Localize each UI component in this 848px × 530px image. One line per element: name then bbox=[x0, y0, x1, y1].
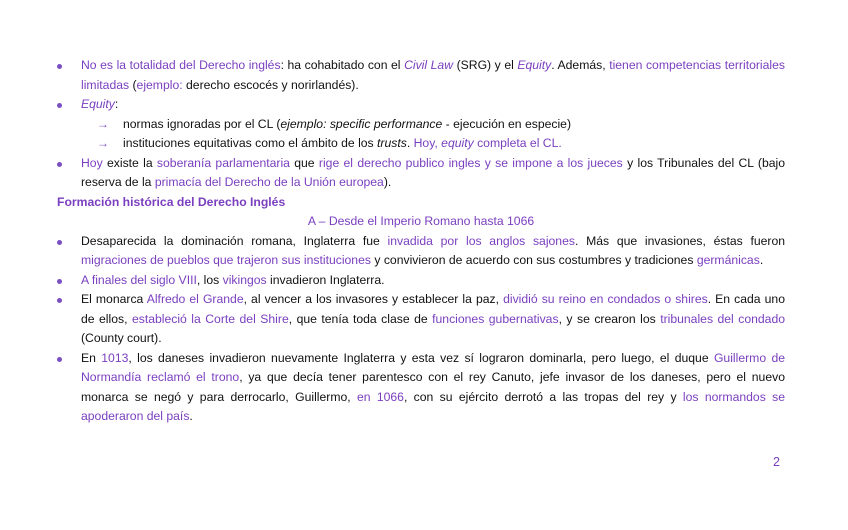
bullet-item bbox=[57, 232, 785, 271]
text-run: invadieron Inglaterra. bbox=[266, 272, 385, 287]
text-run: No es la totalidad del Derecho inglés bbox=[81, 58, 281, 72]
bullet-dot-icon bbox=[57, 357, 62, 362]
text-run: en 1066 bbox=[356, 389, 404, 404]
section-title: Formación histórica del Derecho Inglés bbox=[57, 194, 286, 209]
text-run: existe la bbox=[102, 155, 157, 170]
sub-item bbox=[57, 134, 785, 154]
text-run: derecho escocés y norirlandés). bbox=[182, 77, 359, 92]
bullet-text bbox=[81, 97, 118, 111]
text-run: completa el CL. bbox=[473, 136, 562, 150]
text-run: , con su ejército derrotó a las tropas del rey y bbox=[403, 389, 683, 404]
text-run: trusts bbox=[377, 136, 407, 150]
bullet-item bbox=[57, 290, 785, 349]
sub-item-text bbox=[123, 117, 571, 131]
text-run: . Más que invasiones, éstas fueron bbox=[574, 233, 786, 248]
text-run: migraciones de pueblos que trajeron sus instituciones bbox=[81, 253, 371, 267]
bullet-text bbox=[81, 58, 785, 92]
text-run: dividió su reino en condados o shires bbox=[503, 292, 708, 306]
text-run: que bbox=[289, 155, 319, 170]
arrow-right-icon: → bbox=[97, 136, 109, 150]
bullet-dot-icon bbox=[57, 64, 62, 69]
arrow-right-icon: → bbox=[97, 116, 109, 131]
text-run: Alfredo el Grande bbox=[146, 292, 244, 306]
text-run: ejemplo: bbox=[136, 77, 183, 92]
text-run: Guillermo de Normandía reclamó el trono bbox=[81, 350, 786, 384]
text-run: , al vencer a los invasores y establecer la paz, bbox=[243, 292, 504, 306]
text-run: - ejecución en especie) bbox=[442, 116, 572, 131]
text-run: equity bbox=[441, 136, 474, 150]
text-run: rige el derecho publico ingles y se impone a los jueces bbox=[318, 155, 623, 170]
text-run: ( bbox=[129, 77, 137, 92]
bullet-item bbox=[57, 271, 785, 291]
section-subtitle: A – Desde el Imperio Romano hasta 1066 bbox=[307, 214, 535, 228]
text-run: (County court). bbox=[81, 331, 162, 345]
text-run: , y se crearon los bbox=[558, 311, 661, 326]
text-run: tribunales del condado bbox=[660, 311, 786, 326]
text-run: ). bbox=[383, 175, 392, 189]
bullet-dot-icon bbox=[57, 103, 62, 108]
text-run: invadida por los anglos sajones bbox=[387, 233, 575, 248]
text-run: . En cada uno de ellos, bbox=[81, 292, 785, 326]
bullet-item bbox=[57, 349, 785, 427]
sub-item bbox=[57, 115, 785, 135]
text-run: soberanía parlamentaria bbox=[156, 155, 290, 170]
text-run: y los Tribunales del CL (bajo reserva de la bbox=[81, 155, 785, 189]
bullet-text bbox=[81, 292, 785, 345]
text-run: : bbox=[114, 97, 119, 111]
text-run: 1013 bbox=[101, 350, 129, 365]
bullet-item bbox=[57, 95, 785, 115]
text-run: Hoy bbox=[81, 155, 103, 170]
text-run: (SRG) y el bbox=[453, 58, 518, 72]
text-run: El monarca bbox=[81, 292, 147, 306]
bullet-dot-icon bbox=[57, 279, 62, 284]
text-run: . bbox=[759, 253, 764, 267]
document-body bbox=[57, 56, 785, 427]
bullet-text bbox=[81, 273, 385, 287]
bullet-text bbox=[81, 156, 785, 190]
text-run: Civil Law bbox=[404, 58, 454, 72]
text-run: instituciones equitativas como el ámbito de los bbox=[123, 136, 378, 150]
text-run: tienen competencias territoriales limitadas bbox=[81, 58, 785, 92]
text-run: germánicas bbox=[696, 253, 760, 267]
text-run: , que tenía toda clase de bbox=[288, 311, 433, 326]
text-run: , los bbox=[196, 272, 223, 287]
text-run: . bbox=[189, 409, 193, 423]
text-run: primacía del Derecho de la Unión europea bbox=[154, 175, 384, 189]
text-run: ejemplo: specific performance bbox=[280, 116, 443, 131]
bullet-dot-icon bbox=[57, 162, 62, 167]
bullet-item bbox=[57, 154, 785, 193]
text-run: Equity bbox=[81, 97, 115, 111]
text-run: funciones gubernativas bbox=[432, 311, 559, 326]
page-number: 2 bbox=[773, 455, 780, 469]
bullet-text bbox=[81, 351, 785, 424]
bullet-text bbox=[81, 234, 785, 268]
sub-item-text bbox=[123, 136, 562, 150]
text-run: Equity bbox=[517, 58, 552, 72]
text-run: normas ignoradas por el CL ( bbox=[123, 116, 281, 131]
text-run: : ha cohabitado con el bbox=[280, 58, 405, 72]
text-run: En bbox=[81, 350, 102, 365]
bullet-item bbox=[57, 56, 785, 95]
text-run: Hoy, bbox=[413, 136, 442, 150]
text-run: Desaparecida la dominación romana, Inglaterra fue bbox=[81, 233, 388, 248]
text-run: , los daneses invadieron nuevamente Inglaterra y esta vez sí lograron dominarla, pero luego, el duque bbox=[128, 350, 714, 365]
text-run: . Además, bbox=[551, 58, 610, 72]
text-run: , ya que decía tener parentesco con el rey Canuto, jefe invasor de los daneses, pero el nuevo monarca se negó y para derrocarlo, Guillermo, bbox=[81, 370, 785, 404]
text-run: . bbox=[406, 136, 414, 150]
bullet-dot-icon bbox=[57, 240, 62, 245]
bullet-dot-icon bbox=[57, 298, 62, 303]
text-run: y convivieron de acuerdo con sus costumbres y tradiciones bbox=[370, 253, 697, 267]
text-run: los normandos se apoderaron del país bbox=[81, 389, 785, 423]
text-run: A finales del siglo VIII bbox=[81, 272, 197, 287]
text-run: estableció la Corte del Shire bbox=[131, 311, 289, 326]
text-run: vikingos bbox=[222, 272, 267, 287]
